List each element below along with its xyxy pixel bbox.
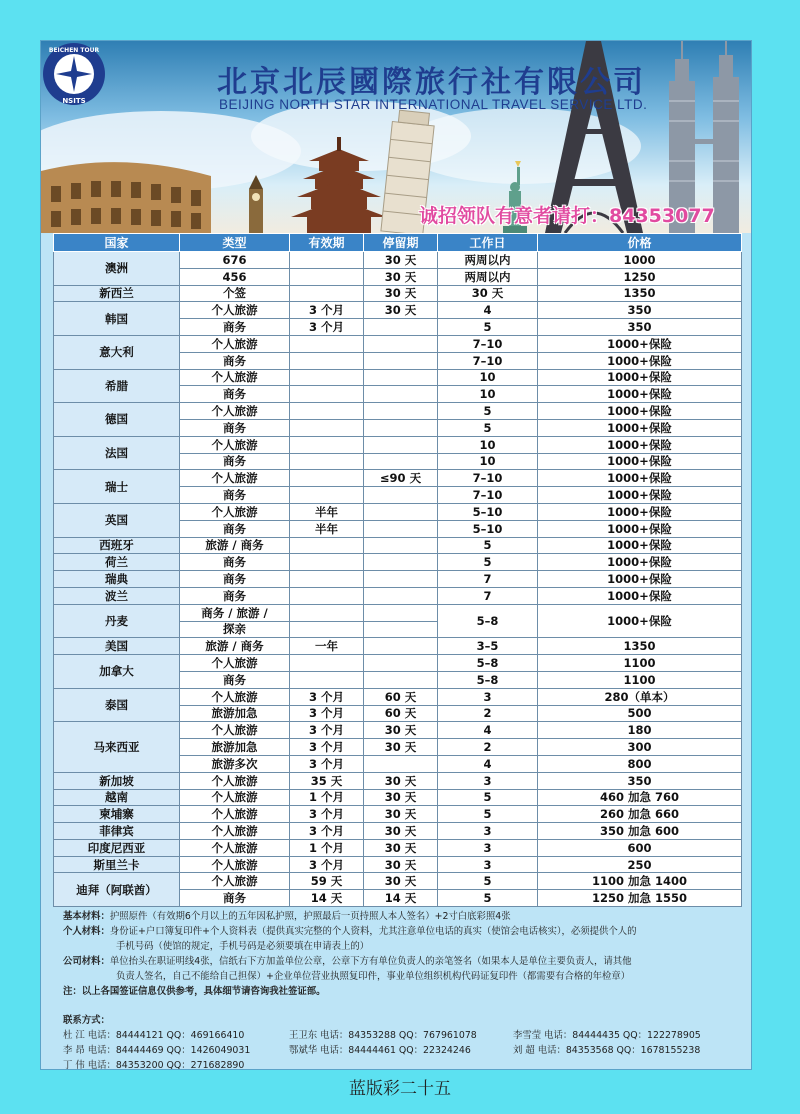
- table-row: [54, 638, 742, 655]
- workdays-cell: 两周以内: [438, 268, 538, 285]
- stay-cell: [364, 352, 438, 369]
- header-stay: 停留期: [364, 234, 438, 252]
- workdays-cell: 2: [438, 739, 538, 756]
- country-cell: 新加坡: [54, 772, 180, 789]
- validity-cell: 3 个月: [290, 739, 364, 756]
- country-cell: 马来西亚: [54, 722, 180, 772]
- country-cell: 英国: [54, 503, 180, 537]
- validity-cell: 1 个月: [290, 789, 364, 806]
- price-cell: 1100 加急 1400: [538, 873, 742, 890]
- price-cell: 1000: [538, 252, 742, 269]
- workdays-cell: 7–10: [438, 470, 538, 487]
- type-cell: 456: [180, 268, 290, 285]
- validity-cell: [290, 487, 364, 504]
- price-cell: 350 加急 600: [538, 823, 742, 840]
- table-row: [54, 436, 742, 453]
- stay-cell: 30 天: [364, 252, 438, 269]
- country-cell: 荷兰: [54, 554, 180, 571]
- workdays-cell: 3–5: [438, 638, 538, 655]
- header-country: 国家: [54, 234, 180, 252]
- validity-cell: [290, 436, 364, 453]
- country-cell: 西班牙: [54, 537, 180, 554]
- workdays-cell: 2: [438, 705, 538, 722]
- type-cell: 个人旅游: [180, 806, 290, 823]
- stay-cell: 30 天: [364, 722, 438, 739]
- company-materials-text-1: 单位抬头在职证明线4张，信纸右下方加盖单位公章，公章下方有单位负责人的亲笔签名（如果本人是单位主要负责人，请其他: [109, 956, 632, 967]
- contact-entry: 鄂斌华 电话：84444461 QQ：22324246: [289, 1045, 471, 1056]
- contacts-title: 联系方式：: [63, 1015, 110, 1026]
- price-cell: 250: [538, 856, 742, 873]
- validity-cell: 1 个月: [290, 839, 364, 856]
- stay-cell: [364, 453, 438, 470]
- type-cell: 个人旅游: [180, 436, 290, 453]
- country-cell: 澳洲: [54, 252, 180, 286]
- visa-price-table: [53, 233, 742, 907]
- header-price: 价格: [538, 234, 742, 252]
- contact-section: [63, 1013, 701, 1070]
- price-cell: 1000+保险: [538, 604, 742, 638]
- header-workdays: 工作日: [438, 234, 538, 252]
- price-cell: 350: [538, 302, 742, 319]
- table-row: [54, 856, 742, 873]
- validity-cell: 半年: [290, 520, 364, 537]
- type-cell: 旅游 / 商务: [180, 638, 290, 655]
- stay-cell: [364, 537, 438, 554]
- stay-cell: [364, 571, 438, 588]
- price-cell: 1000+保险: [538, 470, 742, 487]
- stay-cell: [364, 655, 438, 672]
- table-row: [54, 823, 742, 840]
- validity-cell: [290, 587, 364, 604]
- table-row: [54, 369, 742, 386]
- workdays-cell: 5–10: [438, 520, 538, 537]
- workdays-cell: 3: [438, 839, 538, 856]
- workdays-cell: 5–8: [438, 655, 538, 672]
- type-cell: 个人旅游: [180, 772, 290, 789]
- stay-cell: 30 天: [364, 839, 438, 856]
- type-cell: 探亲: [180, 621, 290, 638]
- validity-cell: 一年: [290, 638, 364, 655]
- type-cell: 个人旅游: [180, 335, 290, 352]
- price-cell: 1000+保险: [538, 369, 742, 386]
- type-cell: 商务: [180, 419, 290, 436]
- validity-cell: [290, 419, 364, 436]
- table-row: [54, 839, 742, 856]
- validity-cell: 3 个月: [290, 722, 364, 739]
- workdays-cell: 5–8: [438, 604, 538, 638]
- type-cell: 商务: [180, 319, 290, 336]
- stay-cell: 30 天: [364, 285, 438, 302]
- stay-cell: 30 天: [364, 789, 438, 806]
- table-row: [54, 722, 742, 739]
- price-cell: 1250: [538, 268, 742, 285]
- price-cell: 350: [538, 772, 742, 789]
- stay-cell: [364, 369, 438, 386]
- country-cell: 瑞士: [54, 470, 180, 504]
- workdays-cell: 4: [438, 722, 538, 739]
- type-cell: 商务: [180, 571, 290, 588]
- price-cell: 1350: [538, 638, 742, 655]
- workdays-cell: 5: [438, 537, 538, 554]
- type-cell: 个人旅游: [180, 873, 290, 890]
- table-row: [54, 806, 742, 823]
- stay-cell: [364, 638, 438, 655]
- table-row: [54, 470, 742, 487]
- workdays-cell: 7: [438, 571, 538, 588]
- validity-cell: [290, 453, 364, 470]
- workdays-cell: 5: [438, 554, 538, 571]
- validity-cell: [290, 671, 364, 688]
- table-row: [54, 537, 742, 554]
- type-cell: 个人旅游: [180, 789, 290, 806]
- price-cell: 1000+保险: [538, 453, 742, 470]
- logo-text-bottom: NSITS: [62, 97, 86, 105]
- table-row: [54, 655, 742, 672]
- workdays-cell: 5: [438, 403, 538, 420]
- type-cell: 商务: [180, 453, 290, 470]
- stay-cell: [364, 386, 438, 403]
- price-cell: 500: [538, 705, 742, 722]
- stay-cell: [364, 671, 438, 688]
- workdays-cell: 5: [438, 873, 538, 890]
- workdays-cell: 5: [438, 890, 538, 907]
- workdays-cell: 10: [438, 453, 538, 470]
- validity-cell: 35 天: [290, 772, 364, 789]
- price-cell: 600: [538, 839, 742, 856]
- workdays-cell: 3: [438, 772, 538, 789]
- price-cell: 800: [538, 755, 742, 772]
- price-cell: 350: [538, 319, 742, 336]
- company-materials-text-2: 负责人签名，自己不能给自己担保）+企业单位营业执照复印件，事业单位组织机构代码证复印件（都需要有合格的年检章）: [116, 971, 631, 982]
- validity-cell: 3 个月: [290, 755, 364, 772]
- workdays-cell: 5: [438, 789, 538, 806]
- table-row: [54, 587, 742, 604]
- personal-materials-text-1: 身份证+户口簿复印件+个人资料表（提供真实完整的个人资料，尤其注意单位电话的真实（使馆会电话核实），必须提供个人的: [109, 926, 637, 937]
- table-row: [54, 285, 742, 302]
- price-cell: 1100: [538, 671, 742, 688]
- price-cell: 1000+保险: [538, 487, 742, 504]
- table-row: [54, 252, 742, 269]
- table-row: [54, 604, 742, 621]
- validity-cell: [290, 537, 364, 554]
- price-cell: 1000+保险: [538, 587, 742, 604]
- validity-cell: 3 个月: [290, 688, 364, 705]
- landmarks-banner: [41, 41, 752, 233]
- price-cell: 300: [538, 739, 742, 756]
- table-row: [54, 403, 742, 420]
- type-cell: 商务: [180, 520, 290, 537]
- validity-cell: [290, 554, 364, 571]
- validity-cell: 3 个月: [290, 823, 364, 840]
- type-cell: 个人旅游: [180, 403, 290, 420]
- validity-cell: 14 天: [290, 890, 364, 907]
- type-cell: 个人旅游: [180, 823, 290, 840]
- workdays-cell: 5: [438, 806, 538, 823]
- price-cell: 280（单本）: [538, 688, 742, 705]
- header-type: 类型: [180, 234, 290, 252]
- table-row: [54, 554, 742, 571]
- validity-cell: [290, 571, 364, 588]
- country-cell: 越南: [54, 789, 180, 806]
- price-cell: 460 加急 760: [538, 789, 742, 806]
- price-cell: 1000+保险: [538, 335, 742, 352]
- validity-cell: [290, 268, 364, 285]
- stay-cell: 30 天: [364, 739, 438, 756]
- type-cell: 商务: [180, 671, 290, 688]
- price-cell: 1000+保险: [538, 503, 742, 520]
- stay-cell: 30 天: [364, 806, 438, 823]
- workdays-cell: 两周以内: [438, 252, 538, 269]
- validity-cell: 3 个月: [290, 806, 364, 823]
- personal-materials-label: 个人材料：: [63, 926, 110, 937]
- price-cell: 180: [538, 722, 742, 739]
- basic-materials-label: 基本材料：: [63, 911, 110, 922]
- workdays-cell: 4: [438, 755, 538, 772]
- country-cell: 美国: [54, 638, 180, 655]
- type-cell: 商务: [180, 487, 290, 504]
- workdays-cell: 5–8: [438, 671, 538, 688]
- workdays-cell: 5–10: [438, 503, 538, 520]
- stay-cell: 30 天: [364, 302, 438, 319]
- validity-cell: [290, 655, 364, 672]
- table-row: [54, 688, 742, 705]
- workdays-cell: 10: [438, 436, 538, 453]
- validity-cell: [290, 352, 364, 369]
- workdays-cell: 3: [438, 688, 538, 705]
- country-cell: 丹麦: [54, 604, 180, 638]
- page-label: 蓝版彩二十五: [349, 1079, 451, 1099]
- company-logo: [41, 41, 107, 107]
- type-cell: 个签: [180, 285, 290, 302]
- validity-cell: 半年: [290, 503, 364, 520]
- stay-cell: 60 天: [364, 705, 438, 722]
- price-cell: 1000+保险: [538, 352, 742, 369]
- type-cell: 个人旅游: [180, 503, 290, 520]
- stay-cell: 14 天: [364, 890, 438, 907]
- price-cell: 1000+保险: [538, 436, 742, 453]
- country-cell: 菲律宾: [54, 823, 180, 840]
- stay-cell: [364, 403, 438, 420]
- stay-cell: 60 天: [364, 688, 438, 705]
- validity-cell: [290, 403, 364, 420]
- type-cell: 旅游加急: [180, 739, 290, 756]
- stay-cell: [364, 335, 438, 352]
- company-materials-label: 公司材料：: [63, 956, 110, 967]
- country-cell: 迪拜（阿联酋）: [54, 873, 180, 907]
- price-cell: 1000+保险: [538, 386, 742, 403]
- country-cell: 韩国: [54, 302, 180, 336]
- workdays-cell: 5: [438, 419, 538, 436]
- stay-cell: 30 天: [364, 873, 438, 890]
- contact-entry: 刘 超 电话：84353568 QQ：1678155238: [513, 1045, 701, 1056]
- type-cell: 个人旅游: [180, 302, 290, 319]
- stay-cell: 30 天: [364, 772, 438, 789]
- stay-cell: [364, 554, 438, 571]
- type-cell: 个人旅游: [180, 722, 290, 739]
- stay-cell: 30 天: [364, 268, 438, 285]
- type-cell: 旅游 / 商务: [180, 537, 290, 554]
- contact-entry: 李 昂 电话：84444469 QQ：1426049031: [63, 1045, 251, 1056]
- contact-entry: 丁 伟 电话：84353200 QQ：271682890: [63, 1060, 245, 1070]
- country-cell: 泰国: [54, 688, 180, 722]
- type-cell: 个人旅游: [180, 856, 290, 873]
- country-cell: 加拿大: [54, 655, 180, 689]
- type-cell: 商务: [180, 352, 290, 369]
- type-cell: 商务: [180, 890, 290, 907]
- table-row: [54, 772, 742, 789]
- type-cell: 商务: [180, 554, 290, 571]
- stay-cell: 30 天: [364, 856, 438, 873]
- price-cell: 1100: [538, 655, 742, 672]
- validity-cell: [290, 621, 364, 638]
- workdays-cell: 30 天: [438, 285, 538, 302]
- table-row: [54, 503, 742, 520]
- type-cell: 个人旅游: [180, 470, 290, 487]
- basic-materials-text: 护照原件（有效期6个月以上的五年因私护照，护照最后一页持照人本人签名）+2寸白底彩照4张: [109, 911, 511, 922]
- price-cell: 1250 加急 1550: [538, 890, 742, 907]
- workdays-cell: 5: [438, 319, 538, 336]
- price-cell: 1000+保险: [538, 571, 742, 588]
- country-cell: 法国: [54, 436, 180, 470]
- price-cell: 260 加急 660: [538, 806, 742, 823]
- type-cell: 商务 / 旅游 /: [180, 604, 290, 621]
- country-cell: 希腊: [54, 369, 180, 403]
- country-cell: 意大利: [54, 335, 180, 369]
- stay-cell: [364, 520, 438, 537]
- type-cell: 676: [180, 252, 290, 269]
- validity-cell: [290, 252, 364, 269]
- country-cell: 瑞典: [54, 571, 180, 588]
- stay-cell: 30 天: [364, 823, 438, 840]
- stay-cell: [364, 621, 438, 638]
- stay-cell: [364, 487, 438, 504]
- table-row: [54, 302, 742, 319]
- validity-cell: 3 个月: [290, 705, 364, 722]
- contact-entry: 杜 江 电话：84444121 QQ：469166410: [63, 1030, 245, 1041]
- type-cell: 个人旅游: [180, 655, 290, 672]
- country-cell: 柬埔寨: [54, 806, 180, 823]
- stay-cell: [364, 319, 438, 336]
- brochure-sheet: [40, 40, 752, 1070]
- validity-cell: [290, 386, 364, 403]
- workdays-cell: 4: [438, 302, 538, 319]
- table-row: [54, 335, 742, 352]
- stay-cell: [364, 419, 438, 436]
- recruitment-hotline: 诚招领队有意者请打：84353077: [419, 205, 715, 227]
- validity-cell: 59 天: [290, 873, 364, 890]
- table-header-row: [54, 234, 742, 252]
- requirements-notes: [63, 909, 743, 999]
- workdays-cell: 7–10: [438, 487, 538, 504]
- stay-cell: [364, 587, 438, 604]
- workdays-cell: 3: [438, 823, 538, 840]
- workdays-cell: 10: [438, 369, 538, 386]
- stay-cell: [364, 503, 438, 520]
- workdays-cell: 7–10: [438, 352, 538, 369]
- price-cell: 1000+保险: [538, 403, 742, 420]
- country-cell: 斯里兰卡: [54, 856, 180, 873]
- type-cell: 旅游加急: [180, 705, 290, 722]
- price-cell: 1000+保险: [538, 554, 742, 571]
- price-cell: 1000+保险: [538, 419, 742, 436]
- validity-cell: [290, 470, 364, 487]
- validity-cell: [290, 369, 364, 386]
- personal-materials-text-2: 手机号码（使馆的规定，手机号码是必须要填在申请表上的）: [116, 941, 370, 952]
- table-row: [54, 571, 742, 588]
- table-row: [54, 789, 742, 806]
- type-cell: 商务: [180, 587, 290, 604]
- validity-cell: 3 个月: [290, 302, 364, 319]
- company-name-en: BEIJING NORTH STAR INTERNATIONAL TRAVEL SERVICE LTD.: [219, 97, 648, 112]
- type-cell: 旅游多次: [180, 755, 290, 772]
- country-cell: 印度尼西亚: [54, 839, 180, 856]
- type-cell: 商务: [180, 386, 290, 403]
- price-cell: 1350: [538, 285, 742, 302]
- country-cell: 德国: [54, 403, 180, 437]
- stay-cell: [364, 604, 438, 621]
- country-cell: 波兰: [54, 587, 180, 604]
- validity-cell: 3 个月: [290, 319, 364, 336]
- disclaimer-note: 注：以上各国签证信息仅供参考，具体细节请咨询我社签证部。: [63, 986, 326, 997]
- price-cell: 1000+保险: [538, 520, 742, 537]
- stay-cell: [364, 755, 438, 772]
- workdays-cell: 7–10: [438, 335, 538, 352]
- workdays-cell: 3: [438, 856, 538, 873]
- country-cell: 新西兰: [54, 285, 180, 302]
- table-row: [54, 873, 742, 890]
- contact-entry: 李雪莹 电话：84444435 QQ：122278905: [513, 1030, 701, 1041]
- company-name-cn: 北京北辰國際旅行社有限公司: [217, 65, 646, 100]
- validity-cell: [290, 604, 364, 621]
- stay-cell: ≤90 天: [364, 470, 438, 487]
- type-cell: 个人旅游: [180, 688, 290, 705]
- validity-cell: [290, 285, 364, 302]
- type-cell: 个人旅游: [180, 839, 290, 856]
- contact-entry: 王卫东 电话：84353288 QQ：767961078: [289, 1030, 477, 1041]
- logo-text-top: BEICHEN TOUR: [48, 47, 100, 54]
- validity-cell: [290, 335, 364, 352]
- validity-cell: 3 个月: [290, 856, 364, 873]
- price-cell: 1000+保险: [538, 537, 742, 554]
- workdays-cell: 7: [438, 587, 538, 604]
- type-cell: 个人旅游: [180, 369, 290, 386]
- workdays-cell: 10: [438, 386, 538, 403]
- stay-cell: [364, 436, 438, 453]
- header-validity: 有效期: [290, 234, 364, 252]
